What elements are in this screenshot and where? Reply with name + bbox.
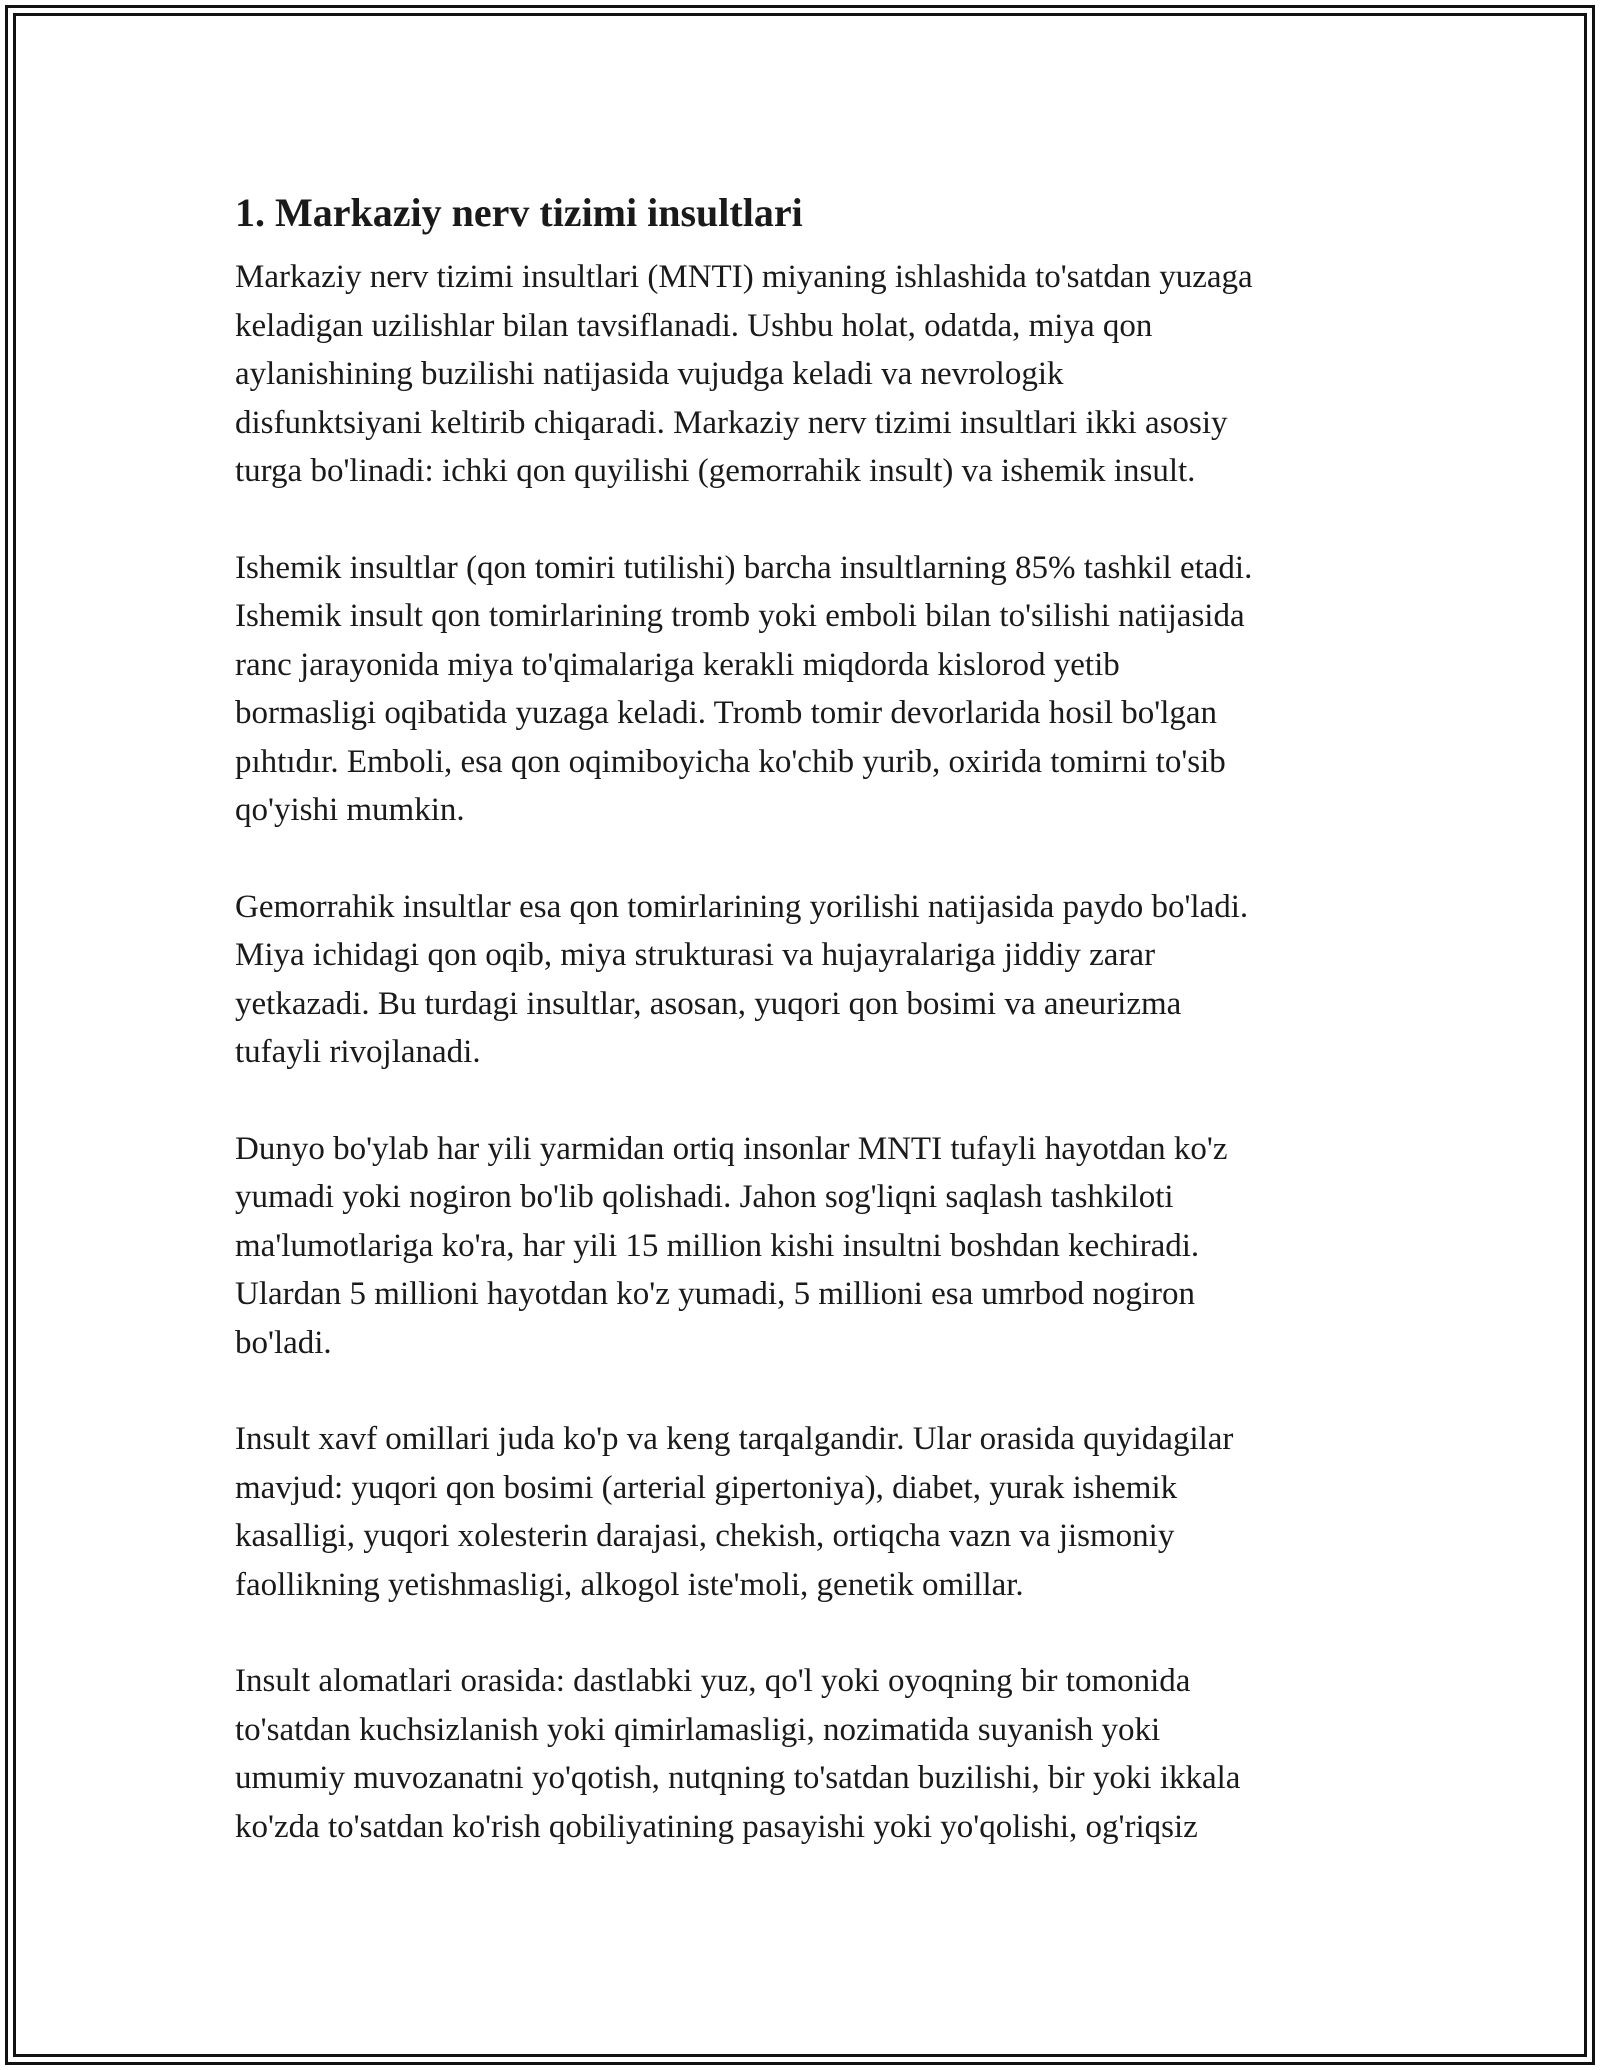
text-line: kasalligi, yuqori xolesterin darajasi, chekish, ortiqcha vazn va jismoniy — [235, 1518, 1175, 1554]
text-line: Ishemik insult qon tomirlarining tromb yoki emboli bilan to'silishi natijasida — [235, 598, 1245, 634]
text-line: yumadi yoki nogiron bo'lib qolishadi. Jahon sog'liqni saqlash tashkiloti — [235, 1179, 1174, 1215]
text-line: qo'yishi mumkin. — [235, 792, 465, 828]
text-line: yetkazadi. Bu turdagi insultlar, asosan, yuqori qon bosimi va aneurizma — [235, 985, 1182, 1022]
text-line: Insult alomatlari orasida: dastlabki yuz, qo'l yoki oyoqning bir tomonida — [235, 1663, 1191, 1699]
section-heading: 1. Markaziy nerv tizimi insultlari — [235, 190, 803, 235]
paragraph-intro — [235, 253, 1395, 496]
text-line: Miya ichidagi qon oqib, miya strukturasi va hujayralariga jiddiy zarar — [235, 937, 1156, 973]
text-line: Insult xavf omillari juda ko'p va keng tarqalgandir. Ular orasida quyidagilar — [235, 1421, 1234, 1457]
document-page — [235, 185, 1395, 1899]
text-line: bo'ladi. — [235, 1324, 332, 1361]
text-line: pıhtıdır. Emboli, esa qon oqimiboyicha ko'chib yurib, oxirida tomirni to'sib — [235, 743, 1226, 780]
text-line: ko'zda to'satdan ko'rish qobiliyatining pasayishi yoki yo'qolishi, og'riqsiz — [235, 1808, 1198, 1845]
text-line: ranc jarayonida miya to'qimalariga kerakli miqdorda kislorod yetib — [235, 646, 1120, 683]
paragraph-symptoms — [235, 1657, 1395, 1851]
text-line: Markaziy nerv tizimi insultlari (MNTI) miyaning ishlashida to'satdan yuzaga — [235, 259, 1253, 295]
text-line: disfunktsiyani keltirib chiqaradi. Markaziy nerv tizimi insultlari ikki asosiy — [235, 404, 1228, 441]
text-line: Ulardan 5 millioni hayotdan ko'z yumadi, 5 millioni esa umrbod nogiron — [235, 1276, 1196, 1312]
text-line: Ishemik insultlar (qon tomiri tutilishi) barcha insultlarning 85% tashkil etadi. — [235, 549, 1253, 586]
paragraph-hemorrhagic — [235, 883, 1395, 1077]
text-line: turga bo'linadi: ichki qon quyilishi (gemorrahik insult) va ishemik insult. — [235, 453, 1196, 489]
paragraph-ischemic — [235, 544, 1395, 835]
text-line: Gemorrahik insultlar esa qon tomirlarining yorilishi natijasida paydo bo'ladi. — [235, 888, 1249, 925]
text-line: Dunyo bo'ylab har yili yarmidan ortiq insonlar MNTI tufayli hayotdan ko'z — [235, 1130, 1228, 1167]
text-line: mavjud: yuqori qon bosimi (arterial gipertoniya), diabet, yurak ishemik — [235, 1469, 1178, 1506]
text-line: keladigan uzilishlar bilan tavsiflanadi. Ushbu holat, odatda, miya qon — [235, 307, 1153, 344]
text-line: ma'lumotlariga ko'ra, har yili 15 million kishi insultni boshdan kechiradi. — [235, 1227, 1200, 1264]
text-line: to'satdan kuchsizlanish yoki qimirlamasligi, nozimatida suyanish yoki — [235, 1711, 1161, 1748]
text-line: faollikning yetishmasligi, alkogol iste'moli, genetik omillar. — [235, 1566, 1024, 1603]
text-line: bormasligi oqibatida yuzaga keladi. Tromb tomir devorlarida hosil bo'lgan — [235, 695, 1218, 731]
text-line: umumiy muvozanatni yo'qotish, nutqning to'satdan buzilishi, bir yoki ikkala — [235, 1760, 1241, 1796]
text-line: tufayli rivojlanadi. — [235, 1034, 481, 1070]
paragraph-statistics — [235, 1125, 1395, 1368]
text-line: aylanishining buzilishi natijasida vujudga keladi va nevrologik — [235, 356, 1064, 392]
paragraph-risk-factors — [235, 1415, 1395, 1609]
